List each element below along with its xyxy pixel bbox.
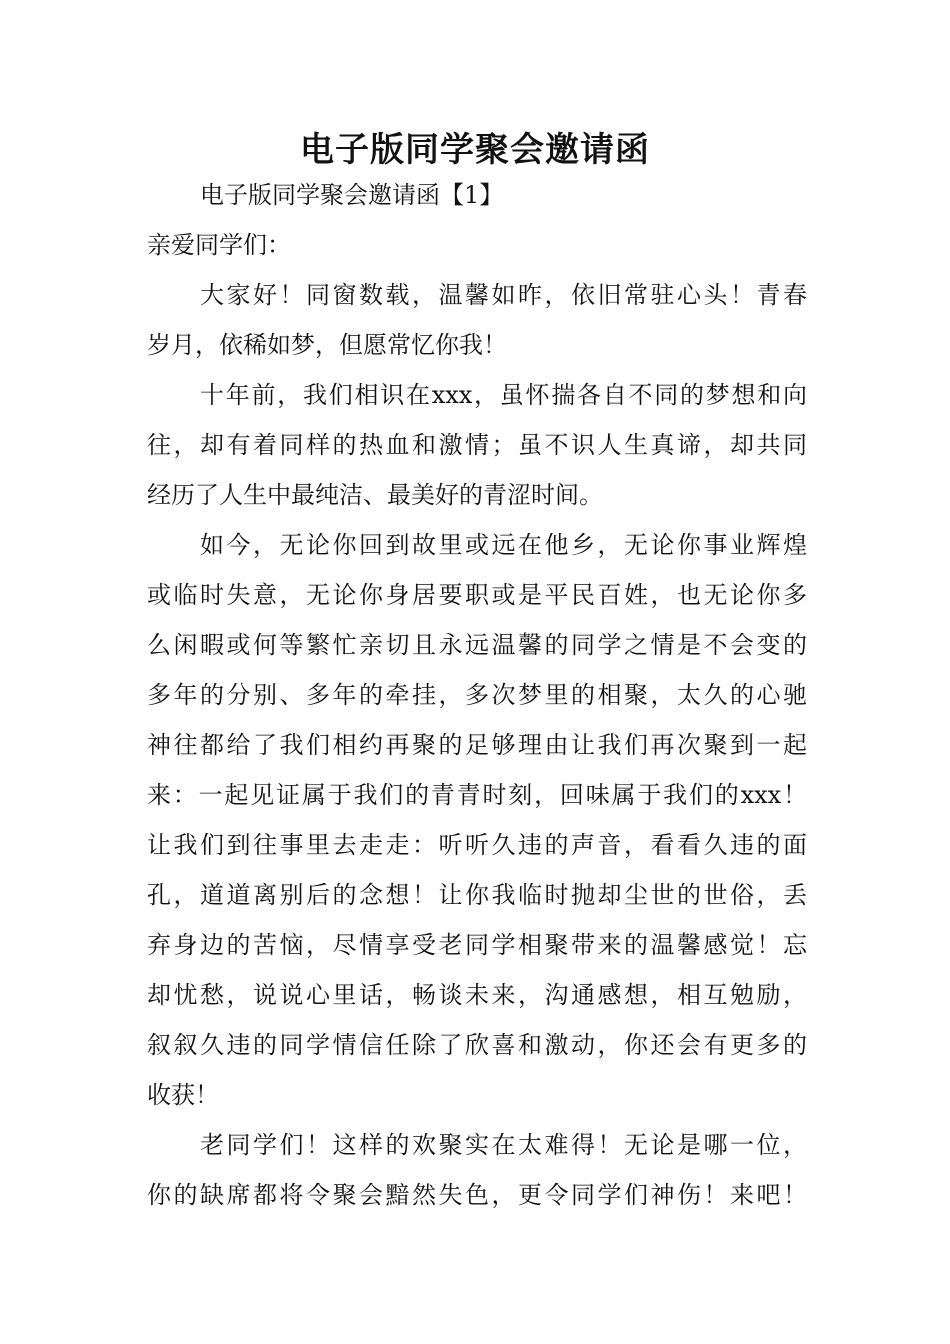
text-line: 却忧愁，说说心里话，畅谈未来，沟通感想，相互勉励， <box>147 981 807 1009</box>
text-line: 弃身边的苦恼，尽情享受老同学相聚带来的温馨感觉！忘 <box>147 931 807 959</box>
text-line: 你的缺席都将令聚会黯然失色，更令同学们神伤！来吧！ <box>147 1181 807 1209</box>
text-line: 或临时失意，无论你身居要职或是平民百姓，也无论你多 <box>147 581 807 609</box>
text-line: 收获！ <box>147 1081 219 1109</box>
text-line: 如今，无论你回到故里或远在他乡，无论你事业辉煌 <box>200 531 807 559</box>
paragraph-lines <box>147 270 807 1220</box>
greeting: 亲爱同学们： <box>147 231 291 259</box>
subtitle: 电子版同学聚会邀请函【1】 <box>200 181 504 209</box>
text-line: 大家好！同窗数载，温馨如昨，依旧常驻心头！青春 <box>200 281 807 309</box>
text-line: 十年前，我们相识在xxx，虽怀揣各自不同的梦想和向 <box>200 381 807 409</box>
text-line: 老同学们！这样的欢聚实在太难得！无论是哪一位， <box>200 1131 807 1159</box>
text-line: 叙叙久违的同学情信任除了欣喜和激动，你还会有更多的 <box>147 1031 807 1059</box>
text-line: 神往都给了我们相约再聚的足够理由让我们再次聚到一起 <box>147 731 807 759</box>
text-line: 孔，道道离别后的念想！让你我临时抛却尘世的世俗，丢 <box>147 881 807 909</box>
page-title: 电子版同学聚会邀请函 <box>300 130 650 170</box>
document-body <box>147 170 807 1220</box>
text-line: 多年的分别、多年的牵挂，多次梦里的相聚，太久的心驰 <box>147 681 807 709</box>
text-line: 来：一起见证属于我们的青青时刻，回味属于我们的xxx！ <box>147 781 807 809</box>
text-line: 让我们到往事里去走走：听听久违的声音，看看久违的面 <box>147 831 807 859</box>
text-line: 经历了人生中最纯洁、最美好的青涩时间。 <box>147 481 603 509</box>
text-line: 往，却有着同样的热血和激情；虽不识人生真谛，却共同 <box>147 431 807 459</box>
text-line: 岁月，依稀如梦，但愿常忆你我！ <box>147 331 507 359</box>
text-line: 么闲暇或何等繁忙亲切且永远温馨的同学之情是不会变的 <box>147 631 807 659</box>
